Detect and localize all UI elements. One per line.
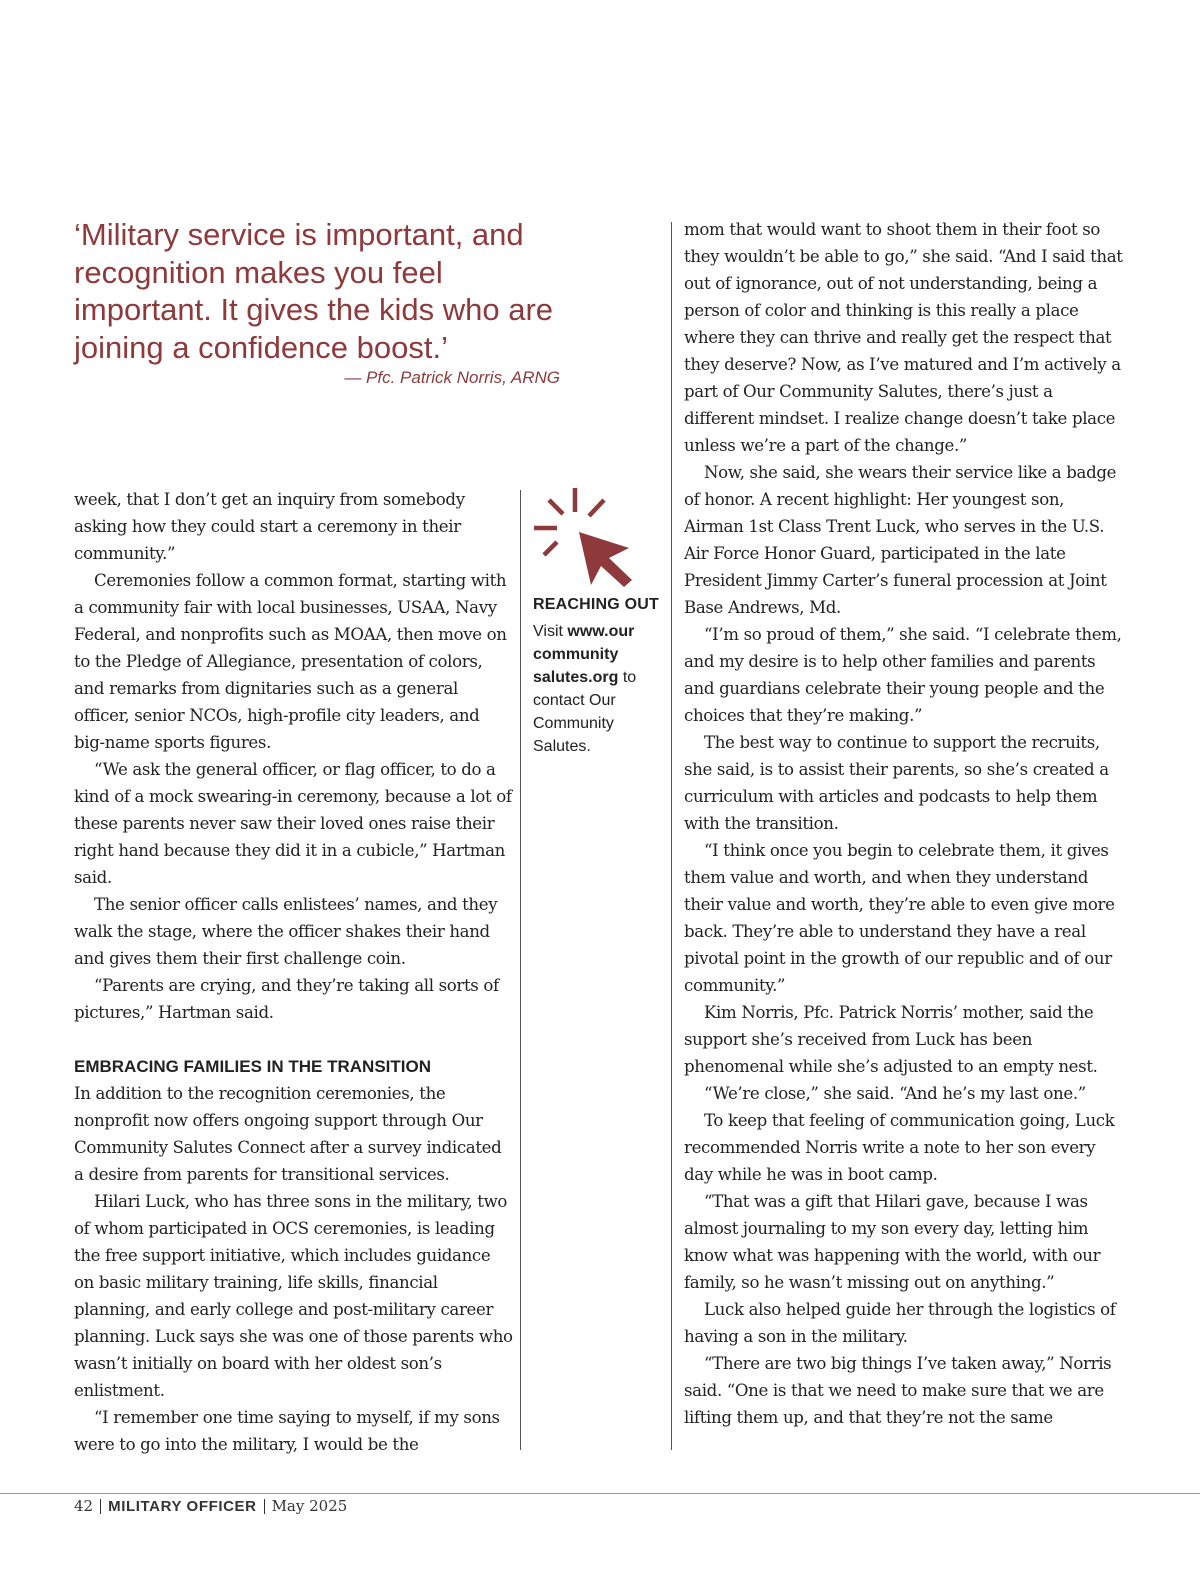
column-divider-right [671,222,672,1450]
paragraph: In addition to the recognition ceremonies, the nonprofit now offers ongoing support through Our Community Salutes Connect after a survey indicated a desire from parents for transitional services. [74,1084,502,1184]
footer-rule [0,1493,1200,1494]
article-column-1 [74,486,514,1458]
paragraph: Hilari Luck, who has three sons in the military, two of whom participated in OCS ceremonies, is leading the free support initiative, which includes guidance on basic military training, life skills, financial planning, and early college and post-military career planning. Luck says she was one of those parents who wasn’t initially on board with her oldest son’s enlistment. [74,1192,513,1400]
sidebar-text [533,620,665,758]
article-column-3 [684,216,1124,1431]
paragraph: “I think once you begin to celebrate them, it gives them value and worth, and when they understand their value and worth, they’re able to even give more back. They’re able to understand they have a real pivotal point in the growth of our republic and of our community.” [684,841,1115,995]
magazine-name: MILITARY OFFICER [108,1497,257,1515]
paragraph: mom that would want to shoot them in their foot so they wouldn’t be able to go,” she said. “And I said that out of ignorance, out of not understanding, being a person of color and thinking is this really a place where they can thrive and really get the respect that they deserve? Now, as I’ve matured and I’m actively a part of Our Community Salutes, there’s just a different mindset. I realize change doesn’t take place unless we’re a part of the change.” [684,220,1123,455]
paragraph: “I remember one time saying to myself, if my sons were to go into the military, I would be the [74,1408,500,1454]
paragraph: “We ask the general officer, or flag officer, to do a kind of a mock swearing-in ceremony, because a lot of these parents never saw their loved ones raise their right hand because they did it in a cubicle,” Hartman said. [74,760,512,887]
section-subhead: EMBRACING FAMILIES IN THE TRANSITION [74,1057,431,1076]
paragraph: “Parents are crying, and they’re taking all sorts of pictures,” Hartman said. [74,976,499,1022]
paragraph: Kim Norris, Pfc. Patrick Norris’ mother, said the support she’s received from Luck has been phenomenal while she’s adjusted to an empty nest. [684,1003,1098,1076]
column-divider-left [520,490,521,1450]
footer-separator [264,1499,265,1514]
paragraph: The best way to continue to support the recruits, she said, is to assist their parents, so she’s created a curriculum with articles and podcasts to help them with the transition. [684,733,1109,833]
pull-quote-attribution: — Pfc. Patrick Norris, ARNG [344,368,560,387]
footer-separator [100,1499,101,1514]
page-footer [74,1497,347,1515]
cursor-click-icon [533,486,638,590]
paragraph: “I’m so proud of them,” she said. “I celebrate them, and my desire is to help other families and parents and guardians celebrate their young people and the choices that they’re making.” [684,625,1122,725]
pull-quote [74,216,574,388]
sidebar-after: to contact Our Community Salutes. [533,669,637,755]
pull-quote-text: ‘Military service is important, and recognition makes you feel important. It gives the kids who are joining a confidence boost.’ [74,217,554,365]
paragraph: Ceremonies follow a common format, starting with a community fair with local businesses, USAA, Navy Federal, and nonprofits such as MOAA, then move on to the Pledge of Allegiance, presentation of colors, and remarks from dignitaries such as a general officer, senior NCOs, high-profile city leaders, and big-name sports figures. [74,571,507,752]
paragraph: week, that I don’t get an inquiry from somebody asking how they could start a ceremony in their community.” [74,490,465,563]
issue-date: May 2025 [271,1497,348,1515]
sidebar-visit: Visit [533,623,563,640]
paragraph: To keep that feeling of communication going, Luck recommended Norris write a note to her son every day while he was in boot camp. [684,1111,1115,1184]
paragraph: “There are two big things I’ve taken away,” Norris said. “One is that we need to make sure that we are lifting them up, and that they’re not the same [684,1354,1112,1427]
reaching-out-sidebar [533,486,665,758]
paragraph: “That was a gift that Hilari gave, because I was almost journaling to my son every day, letting him know what was happening with the world, with our family, so he wasn’t missing out on anything.” [684,1192,1101,1292]
paragraph: “We’re close,” she said. “And he’s my last one.” [704,1084,1086,1103]
sidebar-heading: REACHING OUT [533,596,659,613]
paragraph: Now, she said, she wears their service like a badge of honor. A recent highlight: Her youngest son, Airman 1st Class Trent Luck, who serves in the U.S. Air Force Honor Guard, participated in the late President Jimmy Carter’s funeral procession at Joint Base Andrews, Md. [684,463,1117,617]
page-number: 42 [74,1497,94,1515]
sidebar-url-link[interactable]: www.our community salutes.org [533,623,635,686]
paragraph: The senior officer calls enlistees’ names, and they walk the stage, where the officer shakes their hand and gives them their first challenge coin. [74,895,498,968]
paragraph: Luck also helped guide her through the logistics of having a son in the military. [684,1300,1116,1346]
